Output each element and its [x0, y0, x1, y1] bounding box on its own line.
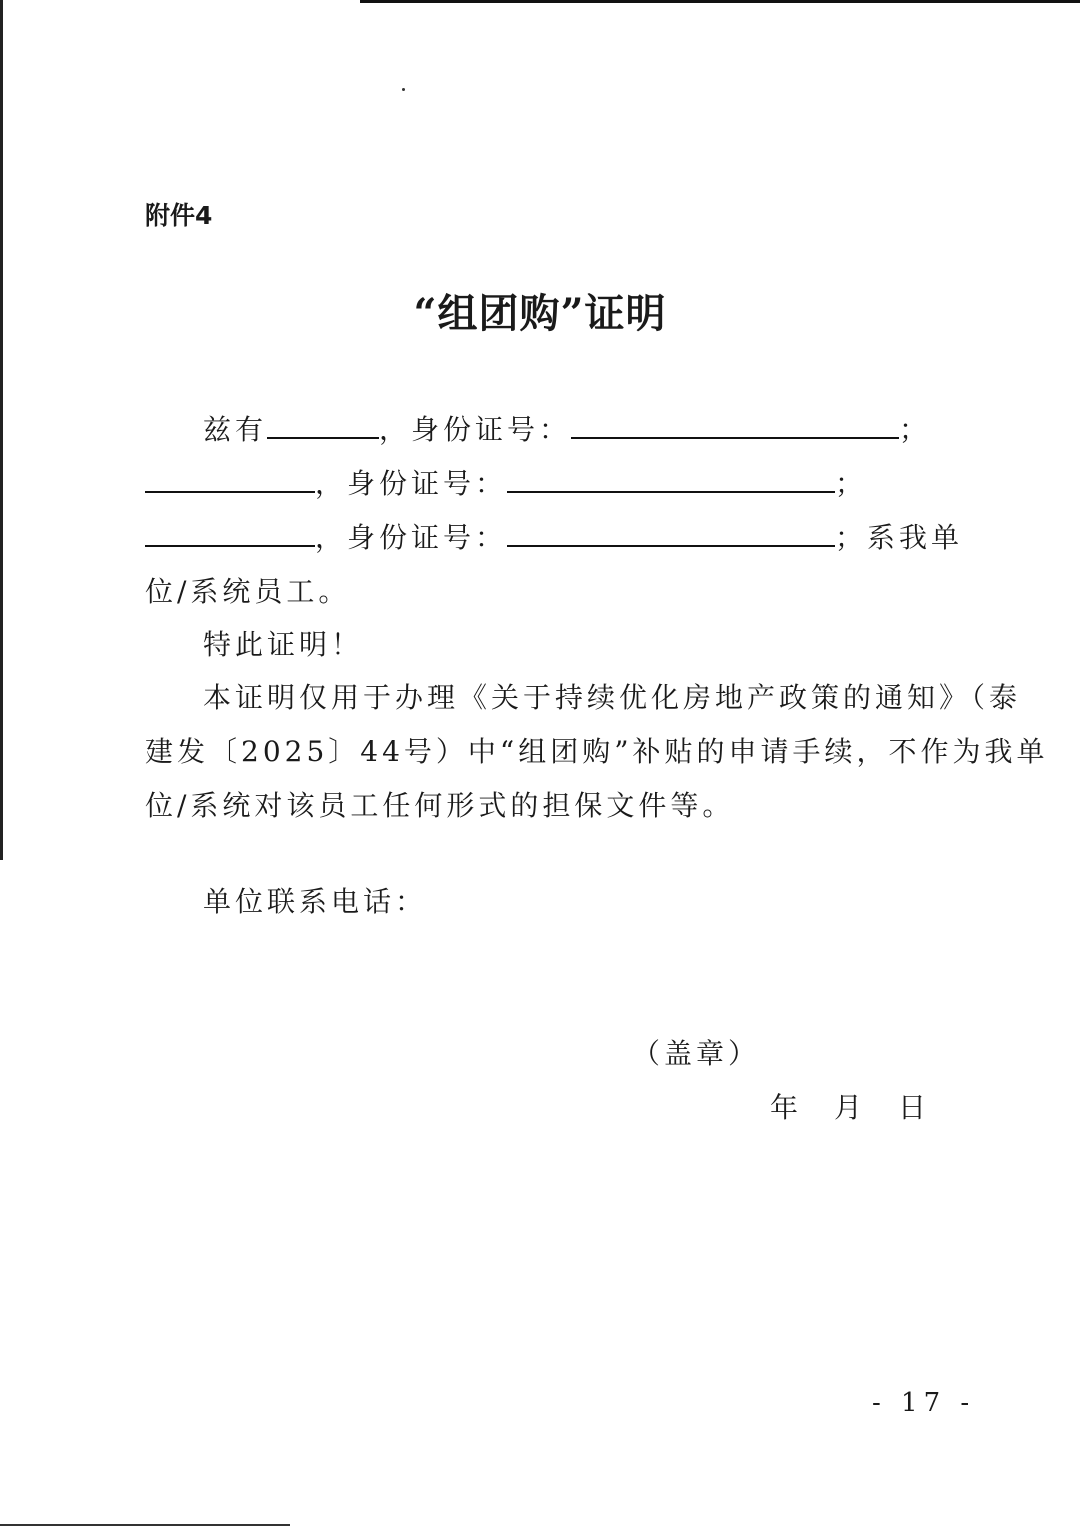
seal-label: （盖章） [632, 1037, 761, 1070]
contact-phone-label: 单位联系电话： [203, 885, 428, 918]
unit-text-start: 系我单 [867, 521, 964, 554]
paragraph-line-3: 位/系统对该员工任何形式的担保文件等。 [145, 789, 735, 822]
id-label-2: ，身份证号： [315, 467, 508, 500]
scan-edge-bottom [0, 1524, 290, 1526]
form-line-3 [145, 516, 963, 556]
scan-edge-left [0, 0, 3, 860]
id-label-1: ，身份证号： [379, 413, 572, 446]
month-label: 月 [834, 1091, 867, 1124]
name-blank-3[interactable] [145, 519, 315, 547]
year-label: 年 [770, 1091, 803, 1124]
certify-text: 特此证明！ [203, 628, 364, 661]
form-line-2 [145, 462, 867, 502]
attachment-label: 附件4 [145, 201, 213, 230]
semicolon-2: ； [835, 467, 868, 500]
semicolon-3: ； [835, 521, 868, 554]
name-blank-1[interactable] [267, 411, 379, 439]
form-line-1 [203, 408, 931, 448]
name-blank-2[interactable] [145, 465, 315, 493]
paragraph-line-1: 本证明仅用于办理《关于持续优化房地产政策的通知》（泰 [203, 681, 1022, 714]
paragraph-line-2: 建发〔2025〕44号）中“组团购”补贴的申请手续，不作为我单 [145, 735, 1049, 768]
id-label-3: ，身份证号： [315, 521, 508, 554]
id-blank-2[interactable] [507, 465, 835, 493]
semicolon-1: ； [899, 413, 932, 446]
scan-speck [402, 88, 405, 91]
intro-text: 兹有 [203, 413, 268, 446]
id-blank-3[interactable] [507, 519, 835, 547]
document-title: “组团购”证明 [413, 290, 667, 337]
unit-text-end: 位/系统员工。 [145, 575, 351, 608]
page-number: - 17 - [872, 1388, 976, 1418]
day-label: 日 [898, 1091, 931, 1124]
scan-edge-top [360, 0, 1080, 3]
id-blank-1[interactable] [571, 411, 899, 439]
date-line [770, 1086, 962, 1126]
